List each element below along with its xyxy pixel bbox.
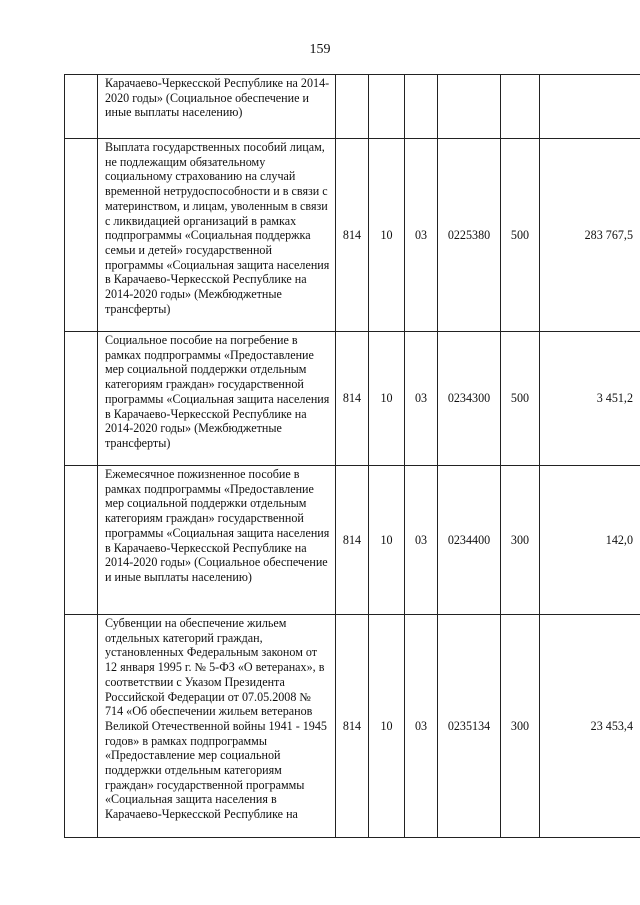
cell-rz	[369, 75, 405, 139]
cell-vr: 300	[501, 615, 540, 838]
cell-sum: 283 767,5	[540, 139, 640, 332]
row-description: Социальное пособие на погребение в рамках подпрограммы «Предоставление мер социальной поддержки отдельным категориям граждан» государственной программы «Социальная защита населения в Карачаево-Черкесской Республике на 2014-2020 годы» (Межбюджетные трансферты)	[65, 332, 336, 466]
cell-vr: 500	[501, 332, 540, 466]
cell-vr	[501, 75, 540, 139]
cell-rz: 10	[369, 615, 405, 838]
cell-gr	[336, 75, 369, 139]
cell-sum: 23 453,4	[540, 615, 640, 838]
cell-cs: 0234300	[438, 332, 501, 466]
cell-vr: 300	[501, 466, 540, 615]
cell-sum: 3 451,2	[540, 332, 640, 466]
cell-pr	[405, 75, 438, 139]
table-row	[65, 466, 640, 615]
row-description: Карачаево-Черкесской Республике на 2014-2020 годы» (Социальное обеспечение и иные выплаты населению)	[65, 75, 336, 139]
cell-cs: 0225380	[438, 139, 501, 332]
cell-pr: 03	[405, 615, 438, 838]
table-row	[65, 615, 640, 838]
cell-pr: 03	[405, 466, 438, 615]
row-description: Выплата государственных пособий лицам, не подлежащим обязательному социальному страхованию на случай временной нетрудоспособности и в связи с материнством, и лицам, уволенным в связи с ликвидацией организаций в рамках подпрограммы «Социальная поддержка семьи и детей» государственной программы «Социальная защита населения в Карачаево-Черкесской Республике на 2014-2020 годы» (Межбюджетные трансферты)	[65, 139, 336, 332]
cell-sum: 142,0	[540, 466, 640, 615]
cell-vr: 500	[501, 139, 540, 332]
cell-cs: 0234400	[438, 466, 501, 615]
table-row	[65, 332, 640, 466]
budget-table	[64, 74, 640, 838]
cell-sum	[540, 75, 640, 139]
cell-rz: 10	[369, 332, 405, 466]
cell-rz: 10	[369, 466, 405, 615]
cell-pr: 03	[405, 332, 438, 466]
cell-cs	[438, 75, 501, 139]
table-row	[65, 75, 640, 139]
cell-pr: 03	[405, 139, 438, 332]
cell-cs: 0235134	[438, 615, 501, 838]
row-description: Субвенции на обеспечение жильем отдельных категорий граждан, установленных Федеральным законом от 12 января 1995 г. № 5-ФЗ «О ветеранах», в соответствии с Указом Президента Российской Федерации от 07.05.2008 № 714 «Об обеспечении жильем ветеранов Великой Отечественной войны 1941 - 1945 годов» в рамках подпрограммы «Предоставление мер социальной поддержки отдельным категориям граждан» государственной программы «Социальная защита населения в Карачаево-Черкесской Республике на	[65, 615, 336, 838]
cell-gr: 814	[336, 615, 369, 838]
cell-gr: 814	[336, 139, 369, 332]
row-description: Ежемесячное пожизненное пособие в рамках подпрограммы «Предоставление мер социальной поддержки отдельным категориям граждан» государственной программы «Социальная защита населения в Карачаево-Черкесской Республике на 2014-2020 годы» (Социальное обеспечение и иные выплаты населению)	[65, 466, 336, 615]
cell-gr: 814	[336, 332, 369, 466]
table-row	[65, 139, 640, 332]
cell-gr: 814	[336, 466, 369, 615]
cell-rz: 10	[369, 139, 405, 332]
page-number: 159	[309, 42, 331, 57]
